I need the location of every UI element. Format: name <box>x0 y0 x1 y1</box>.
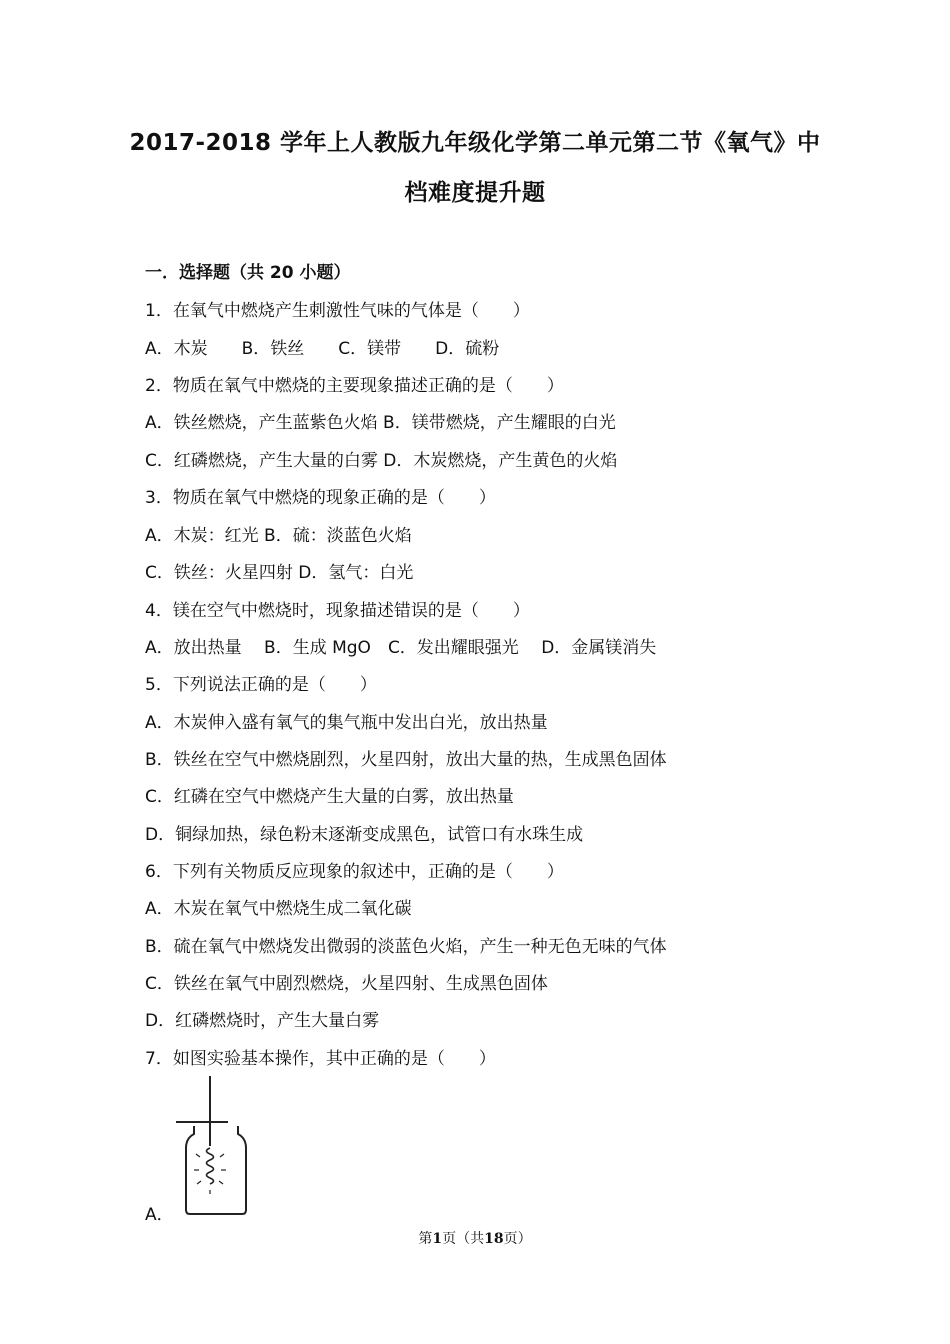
question-7-option-a-label: A． <box>145 1205 174 1225</box>
question-4-options: A．放出热量 B．生成 MgO C．发出耀眼强光 D．金属镁消失 <box>145 638 657 658</box>
question-3-options-cd: C．铁丝：火星四射 D．氢气：白光 <box>145 563 414 583</box>
title-line-1: 2017-2018 学年上人教版九年级化学第二单元第二节《氧气》中 <box>129 130 821 156</box>
footer-prefix: 第 <box>418 1231 433 1247</box>
footer-page-number: 1 <box>432 1231 443 1247</box>
question-5-option-b: B．铁丝在空气中燃烧剧烈，火星四射，放出大量的热，生成黑色固体 <box>145 750 667 770</box>
question-5-option-c: C．红磷在空气中燃烧产生大量的白雾，放出热量 <box>145 787 514 807</box>
question-3-options-ab: A．木炭：红光 B．硫：淡蓝色火焰 <box>145 526 412 546</box>
question-7: 7．如图实验基本操作，其中正确的是（ ） <box>145 1049 496 1069</box>
footer-total-pages: 18 <box>484 1231 504 1247</box>
question-1: 1．在氧气中燃烧产生刺激性气味的气体是（ ） <box>145 301 530 321</box>
question-3: 3．物质在氧气中燃烧的现象正确的是（ ） <box>145 488 496 508</box>
question-2-options-ab: A．铁丝燃烧，产生蓝紫色火焰 B．镁带燃烧，产生耀眼的白光 <box>145 413 616 433</box>
title-line-2: 档难度提升题 <box>404 180 546 206</box>
question-6-option-b: B．硫在氧气中燃烧发出微弱的淡蓝色火焰，产生一种无色无味的气体 <box>145 937 667 957</box>
footer-suffix: 页） <box>503 1231 532 1247</box>
question-6-option-c: C．铁丝在氧气中剧烈燃烧，火星四射、生成黑色固体 <box>145 974 548 994</box>
iron-wire-combustion-figure <box>172 1074 252 1216</box>
question-5-option-a: A．木炭伸入盛有氧气的集气瓶中发出白光，放出热量 <box>145 713 548 733</box>
question-2-options-cd: C．红磷燃烧，产生大量的白雾 D．木炭燃烧，产生黄色的火焰 <box>145 451 618 471</box>
question-6-option-a: A．木炭在氧气中燃烧生成二氧化碳 <box>145 899 412 919</box>
question-6: 6．下列有关物质反应现象的叙述中，正确的是（ ） <box>145 862 564 882</box>
question-5: 5．下列说法正确的是（ ） <box>145 675 377 695</box>
question-2: 2．物质在氧气中燃烧的主要现象描述正确的是（ ） <box>145 376 564 396</box>
section-heading: 一．选择题（共 20 小题） <box>145 263 351 283</box>
question-6-option-d: D．红磷燃烧时，产生大量白雾 <box>145 1011 380 1031</box>
page-footer <box>0 1228 950 1248</box>
question-1-options: A．木炭 B．铁丝 C．镁带 D．硫粉 <box>145 339 500 359</box>
question-5-option-d: D．铜绿加热，绿色粉末逐渐变成黑色，试管口有水珠生成 <box>145 825 584 845</box>
footer-mid: 页（共 <box>442 1231 485 1247</box>
question-4: 4．镁在空气中燃烧时，现象描述错误的是（ ） <box>145 601 530 621</box>
